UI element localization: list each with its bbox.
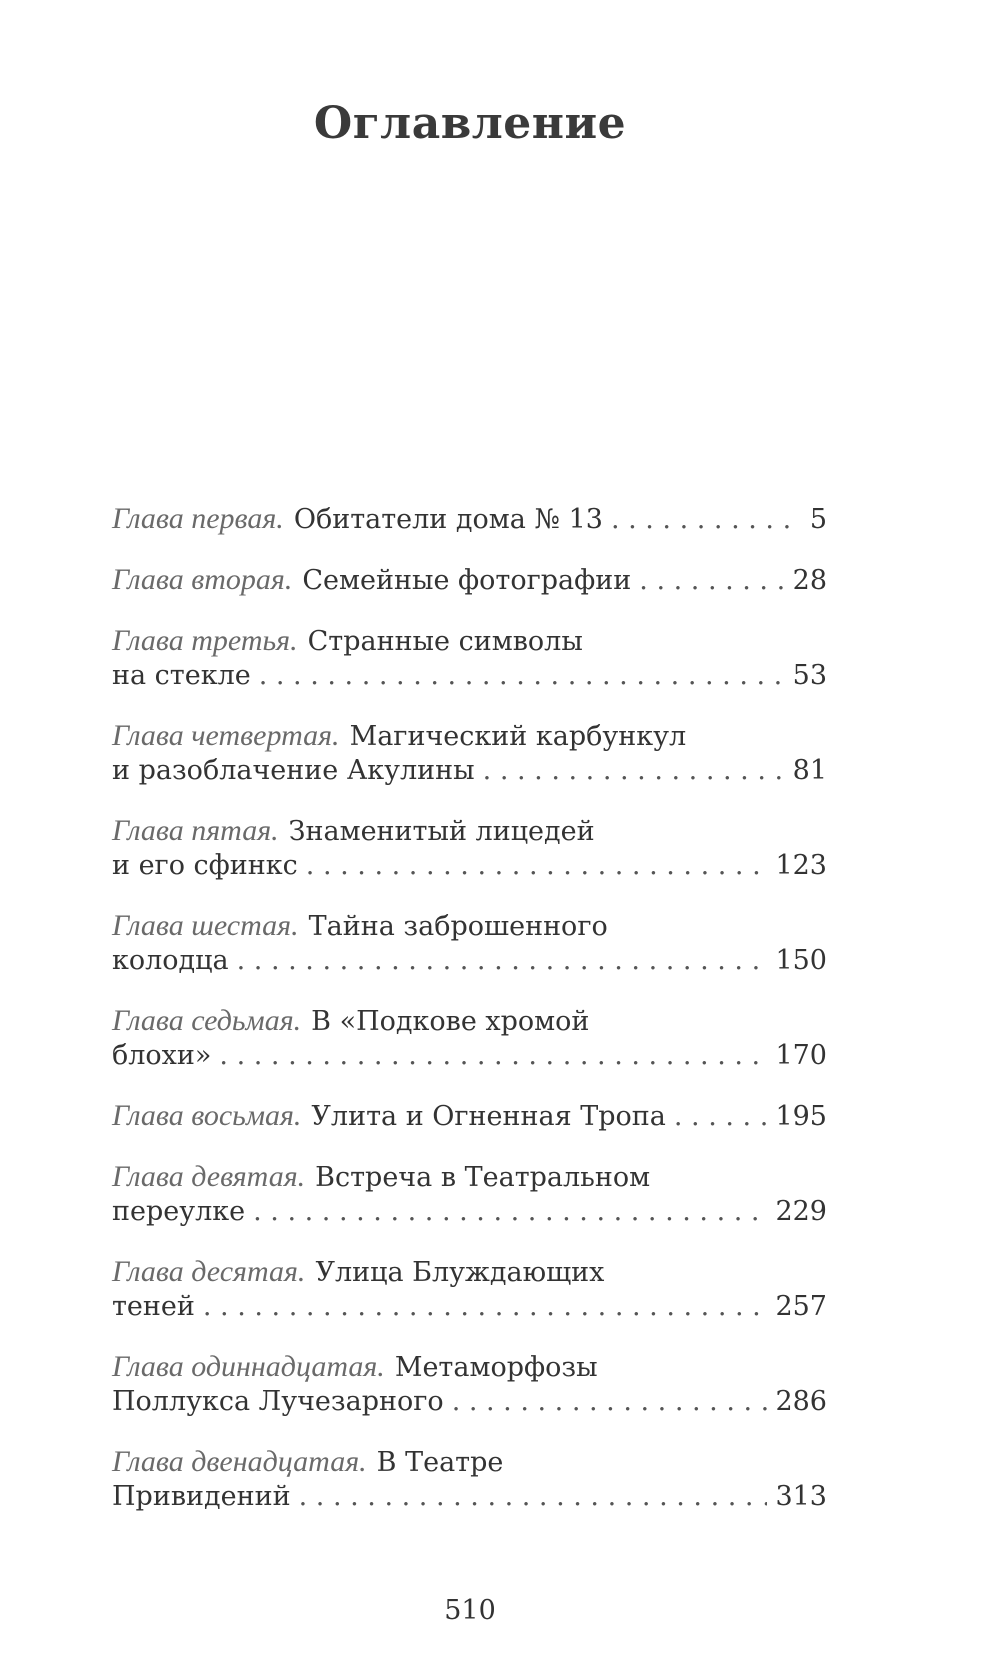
toc-line (112, 849, 827, 883)
chapter-title-continued: колодца (112, 945, 229, 976)
toc-line (112, 1385, 827, 1419)
toc-entry[interactable] (112, 1099, 827, 1134)
chapter-title-continued: Привидений (112, 1481, 291, 1512)
toc-line (112, 1004, 827, 1039)
dot-leader (299, 1480, 768, 1514)
dot-leader (611, 503, 802, 537)
chapter-title-continued: и разоблачение Акулины (112, 755, 475, 786)
dot-leader (203, 1290, 768, 1324)
page-number: 510 (444, 1595, 496, 1626)
dot-leader (259, 659, 785, 693)
toc-line (112, 754, 827, 788)
dot-leader (452, 1385, 768, 1419)
chapter-label: Глава двенадцатая. (112, 1445, 367, 1478)
toc-line (112, 624, 827, 659)
chapter-title-continued: на стекле (112, 660, 251, 691)
toc-entry[interactable] (112, 563, 827, 598)
table-of-contents (112, 502, 827, 1540)
toc-entry[interactable] (112, 719, 827, 788)
toc-entry[interactable] (112, 624, 827, 693)
chapter-title: В Театре (376, 1447, 504, 1478)
chapter-title-continued: теней (112, 1291, 195, 1322)
chapter-title: Знаменитый лицедей (288, 816, 595, 847)
chapter-title-continued: и его сфинкс (112, 850, 298, 881)
page-reference: 28 (792, 565, 827, 596)
dot-leader (253, 1195, 767, 1229)
page-reference: 53 (792, 660, 827, 691)
toc-entry[interactable] (112, 1004, 827, 1073)
chapter-title: Тайна заброшенного (308, 911, 608, 942)
chapter-title: Метаморфозы (394, 1352, 598, 1383)
toc-entry[interactable] (112, 1350, 827, 1419)
toc-line (112, 719, 827, 754)
page-reference: 150 (775, 945, 827, 976)
toc-entry[interactable] (112, 909, 827, 978)
chapter-label: Глава первая. (112, 502, 284, 535)
dot-leader (237, 944, 768, 978)
chapter-label: Глава девятая. (112, 1160, 306, 1193)
chapter-title: Странные символы (307, 626, 583, 657)
dot-leader (674, 1100, 768, 1134)
chapter-title: Обитатели дома № 13 (293, 504, 603, 535)
chapter-title-continued: переулке (112, 1196, 246, 1227)
chapter-label: Глава шестая. (112, 909, 299, 942)
page-reference: 229 (775, 1196, 827, 1227)
chapter-title: Улита и Огненная Тропа (311, 1101, 666, 1132)
chapter-title: Магический карбункул (349, 721, 687, 752)
chapter-title: Улица Блуждающих (315, 1257, 605, 1288)
chapter-title: Встреча в Театральном (315, 1162, 651, 1193)
dot-leader (483, 754, 785, 788)
toc-line (112, 659, 827, 693)
toc-line (112, 1445, 827, 1480)
toc-entry[interactable] (112, 814, 827, 883)
chapter-title-continued: Поллукса Лучезарного (112, 1386, 444, 1417)
page-reference: 195 (775, 1101, 827, 1132)
page-reference: 313 (775, 1481, 827, 1512)
toc-line (112, 1039, 827, 1073)
chapter-label: Глава вторая. (112, 563, 293, 596)
toc-entry[interactable] (112, 1255, 827, 1324)
dot-leader (219, 1039, 767, 1073)
toc-entry[interactable] (112, 1445, 827, 1514)
chapter-label: Глава пятая. (112, 814, 279, 847)
toc-line (112, 1099, 827, 1134)
toc-line (112, 1255, 827, 1290)
page-title: Оглавление (313, 98, 627, 149)
chapter-label: Глава четвертая. (112, 719, 340, 752)
toc-line (112, 944, 827, 978)
page-reference: 170 (775, 1040, 827, 1071)
dot-leader (306, 849, 768, 883)
chapter-title: В «Подкове хромой (311, 1006, 590, 1037)
toc-line (112, 1195, 827, 1229)
page-reference: 5 (809, 504, 827, 535)
chapter-label: Глава третья. (112, 624, 298, 657)
chapter-label: Глава седьмая. (112, 1004, 302, 1037)
toc-line (112, 1350, 827, 1385)
chapter-title: Семейные фотографии (302, 565, 632, 596)
toc-line (112, 1480, 827, 1514)
page-reference: 257 (775, 1291, 827, 1322)
toc-line (112, 563, 827, 598)
page-reference: 81 (792, 755, 827, 786)
page-reference: 286 (775, 1386, 827, 1417)
toc-line (112, 909, 827, 944)
toc-line (112, 1160, 827, 1195)
chapter-label: Глава одиннадцатая. (112, 1350, 385, 1383)
chapter-label: Глава десятая. (112, 1255, 306, 1288)
toc-line (112, 502, 827, 537)
toc-entry[interactable] (112, 502, 827, 537)
chapter-label: Глава восьмая. (112, 1099, 302, 1132)
toc-entry[interactable] (112, 1160, 827, 1229)
page-reference: 123 (775, 850, 827, 881)
chapter-title-continued: блохи» (112, 1040, 212, 1071)
toc-line (112, 1290, 827, 1324)
dot-leader (639, 564, 784, 598)
toc-line (112, 814, 827, 849)
